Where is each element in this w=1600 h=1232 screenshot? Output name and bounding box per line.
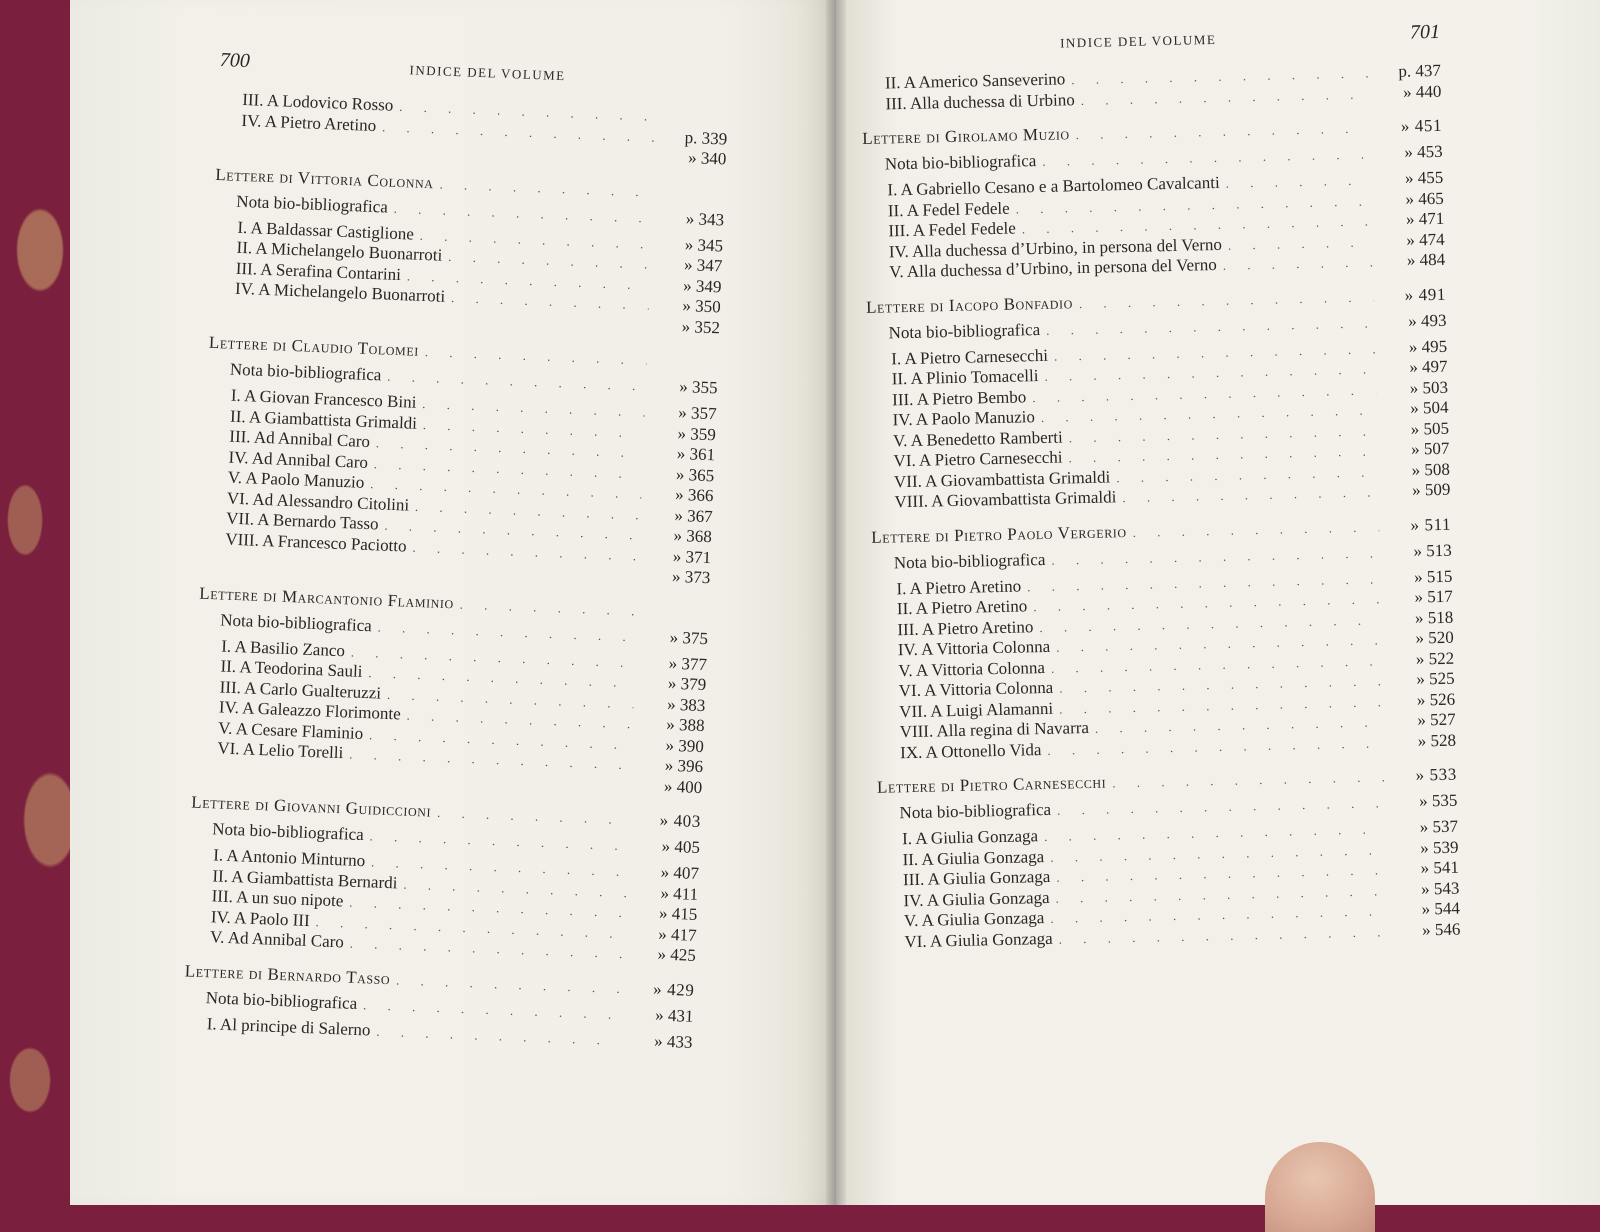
toc-list (861, 61, 1461, 953)
toc-entry-label: V. Ad Annibal Caro (209, 927, 345, 952)
toc-entry-page: » 349 (682, 275, 722, 296)
right-page-content (860, 20, 1461, 953)
toc-entry-page: » 371 (672, 546, 712, 567)
toc-entry-label: I. A Pietro Carnesecchi (891, 345, 1049, 368)
toc-entry-label: Lettere di Claudio Tolomei (208, 332, 420, 360)
toc-entry-label: V. A Vittoria Colonna (898, 657, 1046, 680)
toc-entry-page: » 388 (666, 714, 705, 736)
toc-entry-page: » 497 (1409, 356, 1448, 377)
toc-entry-page: » 520 (1415, 627, 1454, 648)
toc-entry-label: VI. A Lelio Torelli (217, 738, 344, 763)
toc-entry-label: IV. A Paolo Manuzio (892, 407, 1036, 430)
page-number: 700 (219, 49, 251, 73)
toc-entry-label: Nota bio-bibliografica (899, 799, 1052, 823)
toc-entry-label: V. A Benedetto Ramberti (892, 427, 1063, 450)
running-head-title: INDICE DEL VOLUME (1059, 31, 1217, 51)
toc-entry-page: » 361 (676, 443, 716, 465)
toc-entry-label: III. A Pietro Bembo (891, 386, 1027, 409)
dot-leader (1047, 735, 1384, 759)
toc-entry-label: VIII. A Giovambattista Grimaldi (894, 487, 1117, 512)
toc-entry-page: » 367 (674, 505, 714, 526)
toc-entry-label: Nota bio-bibliografica (229, 359, 382, 385)
toc-entry-label: VI. A Giulia Gonzaga (904, 928, 1053, 951)
dot-leader (1079, 289, 1374, 312)
toc-entry-label: VII. A Giovambattista Grimaldi (893, 466, 1111, 491)
toc-entry-label: II. A Pietro Aretino (896, 596, 1028, 619)
toc-entry-label: II. A Michelangelo Buonarroti (236, 237, 443, 265)
toc-entry-label: I. A Gabriello Cesano e a Bartolomeo Cavalcanti (887, 172, 1220, 200)
dot-leader (396, 972, 623, 997)
left-page-content (182, 49, 729, 1053)
toc-entry-label: IV. A Galeazzo Florimonte (218, 697, 402, 724)
toc-entry-page: » 403 (659, 810, 702, 832)
toc-entry-page: » 390 (665, 735, 705, 756)
toc-entry-page: » 474 (1406, 229, 1445, 250)
toc-entry-label: IV. Ad Annibal Caro (228, 447, 369, 472)
toc-entry-label: IV. A Giulia Gonzaga (903, 887, 1050, 910)
dot-leader (437, 805, 629, 828)
toc-entry-label: Lettere di Girolamo Muzio (862, 124, 1070, 148)
toc-entry-label: II. A Giulia Gonzaga (902, 846, 1045, 869)
toc-entry-page: » 505 (1410, 418, 1450, 439)
toc-entry-page: » 491 (1404, 284, 1447, 305)
toc-entry-page: » 495 (1408, 336, 1448, 357)
toc-entry-label: I. A Giovan Francesco Bini (230, 385, 417, 412)
toc-entry-page: » 366 (674, 484, 714, 506)
toc-entry-page: » 407 (660, 862, 700, 883)
toc-entry-page: » 429 (652, 978, 695, 1000)
toc-entry-page: » 431 (654, 1004, 694, 1026)
toc-entry-label: III. A Carlo Gualteruzzi (219, 676, 382, 703)
toc-entry-label: VI. Ad Alessandro Citolini (226, 488, 410, 515)
toc-entry-page: » 541 (1420, 857, 1460, 878)
toc-entry-page: » 400 (663, 776, 703, 797)
toc-entry-page: » 377 (668, 653, 708, 674)
dot-leader (1112, 769, 1385, 791)
toc-entry-page: » 425 (657, 944, 697, 965)
toc-entry-label: IV. A Michelangelo Buonarroti (234, 278, 446, 306)
toc-entry-label: III. A Serafina Contarini (235, 258, 402, 284)
toc-entry-page: » 411 (660, 883, 699, 904)
toc-entry-label: II. A Fedel Fedele (887, 198, 1010, 220)
dot-leader (1076, 120, 1371, 143)
dot-leader (439, 176, 653, 200)
toc-entry-page (659, 196, 725, 199)
toc-entry-label: V. A Cesare Flaminio (217, 717, 364, 743)
toc-entry-page: » 525 (1416, 668, 1455, 689)
toc-entry-page: » 451 (1400, 115, 1443, 136)
toc-entry-label: II. A Teodorina Sauli (220, 656, 363, 681)
toc-entry-label: Nota bio-bibliografica (888, 319, 1041, 342)
toc-entry-label: I. A Basilio Zanco (220, 635, 346, 660)
toc-entry-label: Lettere di Marcantonio Flaminio (198, 583, 455, 612)
book-gutter (826, 0, 846, 1205)
toc-entry-page: » 396 (664, 755, 704, 777)
toc-entry-page: » 493 (1408, 310, 1447, 331)
toc-entry-label: Lettere di Giovanni Guidiccioni (190, 792, 432, 821)
toc-entry-label: III. Ad Annibal Caro (229, 426, 371, 452)
toc-entry-page (643, 615, 709, 618)
toc-entry-page: » 517 (1414, 586, 1453, 607)
toc-entry-label: II. A Americo Sanseverino (884, 69, 1066, 93)
toc-entry-label: Lettere di Vittoria Colonna (215, 164, 435, 192)
toc-entry-page: » 526 (1416, 689, 1456, 710)
toc-entry-page: » 347 (683, 254, 723, 276)
dot-leader (1122, 484, 1378, 506)
toc-entry-page: » 509 (1411, 479, 1451, 500)
toc-entry-page: » 539 (1419, 837, 1459, 857)
toc-entry-label: III. A Fedel Fedele (888, 218, 1016, 241)
toc-entry-page: » 513 (1413, 540, 1452, 561)
toc-entry-label: II. A Giambattista Grimaldi (229, 406, 418, 433)
toc-entry-page: » 508 (1411, 459, 1451, 480)
toc-entry-page: p. 437 (1398, 60, 1442, 81)
toc-entry-page: » 359 (677, 423, 717, 444)
toc-entry-page: » 535 (1418, 790, 1458, 811)
toc-entry-label: Nota bio-bibliografica (205, 987, 358, 1013)
toc-entry-label: II. A Giambattista Bernardi (212, 865, 398, 892)
toc-entry-label: VIII. A Francesco Paciotto (225, 529, 407, 556)
toc-entry-page: » 379 (667, 673, 707, 695)
toc-entry-page: » 533 (1415, 764, 1458, 785)
toc-entry-label: Nota bio-bibliografica (884, 151, 1037, 174)
dot-leader (1223, 254, 1374, 273)
toc-entry-page: » 352 (681, 316, 721, 337)
toc-entry-label: Lettere di Bernardo Tasso (184, 960, 391, 988)
toc-entry-label: Nota bio-bibliografica (236, 191, 389, 217)
dot-leader (1132, 519, 1379, 541)
toc-entry-page: » 528 (1417, 730, 1457, 751)
toc-entry-label: IV. A Pietro Aretino (241, 110, 377, 135)
dot-leader (1042, 146, 1371, 169)
toc-entry-page: » 355 (679, 376, 718, 398)
dot-leader (460, 596, 638, 619)
toc-entry-page: » 340 (687, 148, 727, 169)
toc-entry-label: Nota bio-bibliografica (211, 819, 365, 845)
toc-entry-label: V. Alla duchessa d’Urbino, in persona del Verno (889, 254, 1217, 282)
toc-entry-label: V. A Giulia Gonzaga (903, 908, 1045, 931)
toc-entry-label: Nota bio-bibliografica (893, 549, 1046, 572)
toc-entry-label: III. A un suo nipote (211, 886, 344, 911)
toc-entry-page: » 546 (1421, 919, 1461, 939)
toc-entry-page: » 504 (1410, 397, 1449, 418)
toc-entry-label: III. A Pietro Aretino (897, 616, 1034, 639)
toc-entry-label: VIII. Alla regina di Navarra (899, 717, 1090, 742)
toc-entry-page: » 515 (1413, 566, 1453, 587)
toc-entry-label: I. A Baldassar Castiglione (237, 217, 415, 244)
toc-entry-page: » 527 (1417, 709, 1456, 730)
toc-entry-label: IV. A Paolo III (210, 906, 311, 930)
running-head-title: INDICE DEL VOLUME (409, 62, 566, 84)
toc-entry-page: » 350 (682, 295, 722, 317)
toc-entry-label: II. A Plinio Tomacelli (891, 366, 1039, 389)
dot-leader (1046, 315, 1375, 338)
toc-entry-label: VI. A Vittoria Colonna (898, 677, 1054, 701)
toc-entry-page: » 544 (1421, 898, 1461, 919)
toc-entry-label: IV. A Vittoria Colonna (897, 636, 1051, 660)
toc-entry-page: » 433 (653, 1030, 693, 1052)
toc-entry-page: » 537 (1419, 816, 1459, 837)
toc-entry-label: I. A Pietro Aretino (896, 575, 1022, 598)
toc-entry-page: » 543 (1420, 878, 1460, 898)
toc-entry-label: V. A Paolo Manuzio (227, 467, 365, 492)
toc-entry-label: VII. A Luigi Alamanni (899, 698, 1054, 721)
toc-entry-page: » 405 (661, 836, 701, 858)
toc-entry-label: III. A Giulia Gonzaga (902, 866, 1051, 890)
toc-entry-label: Lettere di Pietro Carnesecchi (876, 772, 1107, 797)
toc-entry-page: » 484 (1406, 249, 1446, 270)
toc-entry-label: I. A Antonio Minturno (212, 845, 366, 871)
toc-entry-page: p. 339 (684, 127, 728, 149)
toc-entry-page: » 471 (1405, 208, 1445, 229)
toc-entry-page: » 453 (1404, 141, 1443, 162)
toc-entry-page: » 365 (675, 464, 715, 485)
dot-leader (1226, 172, 1372, 191)
toc-entry-page: » 465 (1405, 188, 1444, 209)
toc-entry-label: III. Alla duchessa di Urbino (885, 89, 1075, 113)
dot-leader (1057, 795, 1386, 818)
toc-entry-label: VI. A Pietro Carnesecchi (893, 447, 1063, 471)
dot-leader (1051, 545, 1380, 568)
page-number: 701 (1409, 20, 1441, 44)
dot-leader (425, 344, 647, 369)
toc-entry-page: » 507 (1410, 438, 1450, 459)
toc-entry-label: IX. A Ottonello Vida (899, 739, 1042, 762)
toc-entry-page: » 345 (684, 234, 724, 255)
toc-entry-label: Nota bio-bibliografica (219, 609, 373, 635)
toc-entry-page: » 522 (1415, 648, 1455, 669)
toc-entry-page: » 343 (685, 208, 725, 229)
toc-entry-page: » 357 (678, 402, 717, 424)
toc-entry-label: III. A Lodovico Rosso (241, 89, 394, 115)
toc-entry-page: » 511 (1410, 514, 1452, 535)
toc-entry-page: » 440 (1402, 81, 1442, 102)
toc-entry-page: » 368 (673, 525, 713, 547)
toc-entry-label: Lettere di Pietro Paolo Vergerio (871, 521, 1127, 547)
toc-entry-page (652, 365, 718, 368)
toc-entry-label: IV. Alla duchessa d’Urbino, in persona del Verno (888, 234, 1223, 261)
toc-entry-page: » 503 (1409, 377, 1449, 398)
toc-list (182, 89, 728, 1053)
toc-entry-label: Lettere di Iacopo Bonfadio (865, 292, 1074, 317)
dot-leader (1081, 86, 1370, 109)
toc-entry-page: » 373 (671, 566, 711, 588)
toc-entry-label: I. A Giulia Gonzaga (901, 826, 1039, 849)
toc-entry-page: » 455 (1404, 167, 1444, 188)
toc-entry-label: VII. A Bernardo Tasso (225, 508, 379, 534)
toc-entry-page (662, 121, 728, 124)
toc-entry-label: I. Al principe di Salerno (206, 1013, 371, 1039)
toc-entry-page: » 518 (1414, 607, 1454, 628)
dot-leader (1228, 234, 1373, 253)
toc-entry-page: » 415 (658, 903, 698, 924)
toc-entry-page: » 417 (657, 923, 697, 945)
toc-entry-page: » 383 (666, 694, 706, 715)
toc-entry-page: » 375 (669, 627, 709, 648)
